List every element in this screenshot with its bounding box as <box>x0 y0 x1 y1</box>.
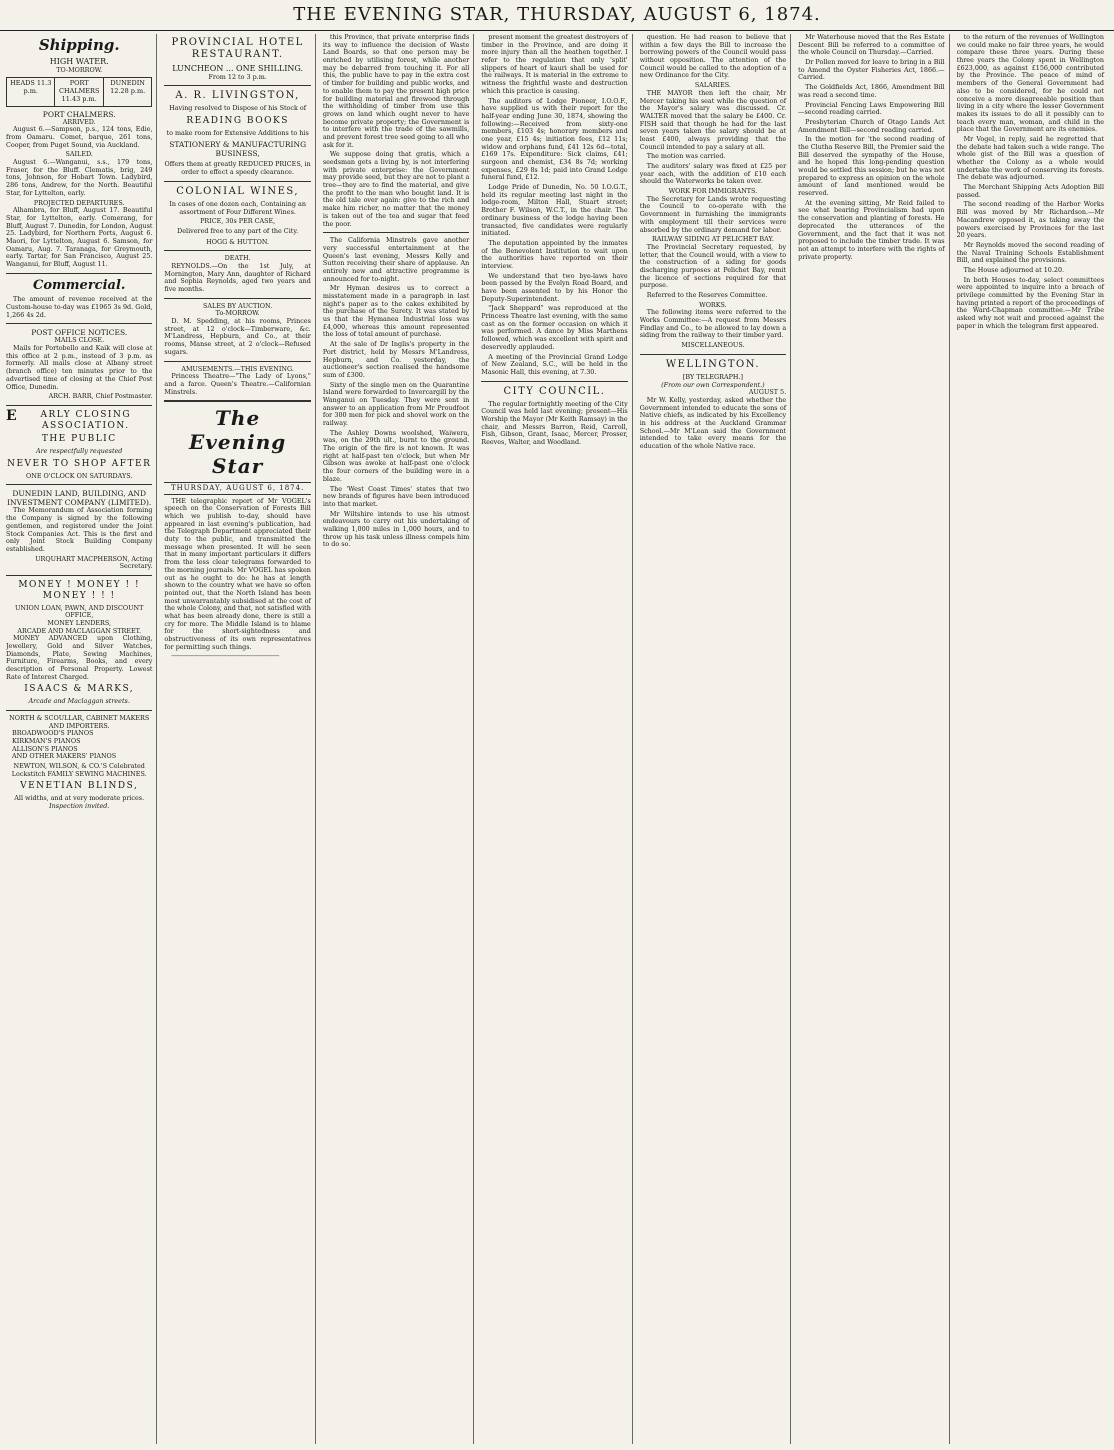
death-heading: DEATH. <box>224 254 251 263</box>
tide-port-chalmers: PORT CHALMERS 11.43 p.m. <box>55 78 103 105</box>
correspondent: (From our own Correspondent.) <box>661 380 765 389</box>
list-item: KIRKMAN'S PIANOS <box>12 736 81 745</box>
dateline: AUGUST 5. <box>748 388 787 397</box>
hogg-hutton: HOGG & HUTTON. <box>206 237 270 246</box>
reduced-prices: Offers them at greatly REDUCED PRICES, in order to effect a speedy clearance. <box>164 160 311 177</box>
sailed-label: SAILED. <box>65 150 93 159</box>
colonial-wines: COLONIAL WINES, <box>176 185 300 197</box>
land-company-text: The Memorandum of Association forming the Company is signed by the following gentlemen, and registered under the Joint Stock Companies Act. This is the first and only Joint Stock Building Company established. <box>6 506 153 553</box>
pianos-list <box>6 730 152 761</box>
masthead: THE EVENING STAR, THURSDAY, AUGUST 6, 1874. <box>0 0 1114 31</box>
news-item-sixty: Sixty of the single men on the Quarantine Island were forwarded to Invercargill by the Wanganui on Tuesday. They were sent in answer to an application from Mr Proudfoot for 300 men for pick and shovel work on the railway. <box>322 380 470 427</box>
leader-text: THE telegraphic report of Mr VOGEL's speech on the Conservation of Forests Bill which we publish to-day, should have appeared in last evening's publication, had the Telegraph Department appreciated their duty to the public, and transmitted the message when presented. It will be seen that in many important particulars it differs from the less clear telegrams forwarded to the morning journals. Mr VOGEL has spoken out as he ought to do: he has at length shown to the country what we have so often pointed out, that the North Island has been most unwarrantably subsidised at the cost of the whole Colony, and that, not satisfied with what has been already done, there is still a cry for more. The Middle Island is to blame for the short-sightedness and obstructiveness of its own representatives for permitting such things. <box>164 496 311 651</box>
sailed-text: August 6.—Wanganui, s.s., 179 tons, Fraser, for the Bluff. Clematis, brig, 249 tons, Johnson, for Hobart Town. Ladybird, 286 tons, Andrew, for the North. Beautiful Star, for Lyttelton, early. <box>6 158 153 197</box>
high-water-heading: HIGH WATER. <box>49 57 109 66</box>
article-text: question. He had reason to believe that within a few days the Bill to increase the borrowing powers of the Council would pass without opposition. The attention of the Council would be called to the adoption of a new Ordinance for the City. <box>639 34 787 80</box>
reading-books: READING BOOKS <box>186 115 289 126</box>
divider <box>481 381 627 382</box>
commercial-text: The amount of revenue received at the Custom-house to-day was £1965 3s 9d. Gold, 1,266 4s 2d. <box>6 295 153 319</box>
divider <box>640 354 786 355</box>
wellington-heading: WELLINGTON. <box>665 358 761 370</box>
immigrants-heading: WORK FOR IMMIGRANTS. <box>668 187 758 196</box>
news-item-goldfields: The Goldfields Act, 1866, Amendment Bill was read a second time. <box>798 83 945 99</box>
news-item-pollen: Dr Pollen moved for leave to bring in a Bill to Amend the Oyster Fisheries Act, 1866.—Carried. <box>798 58 945 82</box>
amusements-text: Princess Theatre—"The Lady of Lyons," and a farce. Queen's Theatre.—Californian Minstrels. <box>164 372 311 396</box>
salaries-heading: SALARIES. <box>694 81 731 90</box>
news-item-jack-sheppard: "Jack Sheppard" was reproduced at the Princess Theatre last evening, with the same cast as on the former occasion on which it was performed. A dance by Miss Marthens followed, which was excellent with spirit and deservedly applauded. <box>481 304 628 351</box>
divider <box>6 484 152 485</box>
tomorrow-label: TO-MORROW. <box>56 65 103 74</box>
stationery: STATIONERY & MANUFACTURING BUSINESS, <box>169 140 307 159</box>
column-5 <box>640 34 791 1444</box>
divider <box>6 273 152 274</box>
motion-text: The motion was carried. <box>646 152 726 161</box>
news-item-vogel: Mr Vogel, in reply, said he regretted that the debate had taken such a wide range. The whole gist of the Bill was a question of whether the Colony as a whole would undertake the work of conserving its forests. The debate was adjourned. <box>956 134 1104 182</box>
divider <box>164 298 310 299</box>
livingston-heading: A. R. LIVINGSTON, <box>175 90 300 102</box>
column-4 <box>481 34 632 1444</box>
wines-delivered: Delivered free to any part of the City. <box>177 226 299 235</box>
divider <box>164 250 310 251</box>
the-public: THE PUBLIC <box>41 434 117 445</box>
news-item-inglis: At the sale of Dr Inglis's property in the Port district, held by Messrs M'Landress, Hepburn, and Co. yesterday, the auctioneer's section realised the handsome sum of £300. <box>322 340 470 379</box>
article-text: this Province, that private enterprise finds its way to influence the decision of Waste Land Boards, so that one person may be enriched by utilising forest, while another may be debarred from touching it. For all this, the public have to pay in the extra cost of timber for building and public works, and to enable them to pay the present high price for building material and firewood through the withholding of timber from use this grows on land which ought never to have become private property; the Government is to interfere with the trade of the sawmills, and prevent forest tree seed going to all who ask for it. <box>322 34 470 149</box>
by-telegraph: [BY TELEGRAPH.] <box>682 372 743 381</box>
wines-text: In cases of one dozen each, Containing an assortment of Four Different Wines. <box>169 199 306 216</box>
luncheon-time: From 12 to 3 p.m. <box>208 72 267 81</box>
council-text: The regular fortnightly meeting of the City Council was held last evening; present—His Worship the Mayor (Mr Keith Ramsay) in the chair, and Messrs Barron, Reid, Carroll, Fish, Gibson, Grant, Isaac, Mercer, Prosser, Reeves, Walter, and Woodland. <box>481 399 628 446</box>
wines-price: PRICE, 30s PER CASE, <box>200 217 276 226</box>
works-heading: WORKS. <box>699 300 727 309</box>
money-text: MONEY ADVANCED upon Clothing, Jewellery, Gold and Silver Watches, Diamonds, Plate, Sewing Machines, Furniture, Firearms, Books, and every description of Personal Property. Lowest Rate of Interest Charged. <box>6 634 153 681</box>
column-2 <box>164 34 315 1444</box>
isaacs-address: Arcade and Maclaggan streets. <box>28 697 130 706</box>
shipping-heading: Shipping. <box>38 36 120 54</box>
article-text: Mr Waterhouse moved that the Res Estate Descent Bill be referred to a committee of the whole Council on Thursday.—Carried. <box>798 34 945 57</box>
sales-heading: SALES BY AUCTION. <box>202 301 273 310</box>
news-item-lodge: Lodge Pride of Dunedin, No. 50 I.O.G.T., held its regular meeting last night in the lodge-room, Milton Hall, Stuart street; Brother F. Wilson, W.C.T., in the chair. The ordinary business of the lodge having been transacted, five candidates were regularly initiated. <box>481 183 628 238</box>
news-item-forests: Provincial Fencing Laws Empowering Bill—second reading carried. <box>798 100 945 117</box>
inspection-invited: Inspection invited. <box>49 801 110 810</box>
mails-text: Mails for Portobello and Kaik will close at this office at 2 p.m., instead of 3 p.m. as formerly. All mails close at Albany street (branch office) ten minutes prior to the advertised time of closing at the Chief Post Office, Dunedin. <box>6 344 153 391</box>
one-oclock: ONE O'CLOCK ON SATURDAYS. <box>25 471 133 480</box>
list-item: AND OTHER MAKERS' PIANOS <box>12 752 117 761</box>
death-text: REYNOLDS.—On the 1st July, at Mornington, Mary Ann, daughter of Richard and Sophia Reynolds, aged two years and five months. <box>164 261 311 294</box>
wellington-text: Mr W. Kelly, yesterday, asked whether the Government intended to educate the sons of Native chiefs, as indicated by his Excellency in his address at the Auckland Grammar School.—Mr M'Lean said the Government intended to take every means for the education of the whole Native race. <box>639 395 787 450</box>
news-item-deputation: The deputation appointed by the inmates of the Benevolent Institution to wait upon the authorities have reported on their interview. <box>481 238 628 270</box>
news-item-merchant: The Merchant Shipping Acts Adoption Bill passed. <box>956 183 1104 199</box>
arcade-address: ARCADE AND MACLAGGAN STREET. <box>17 626 142 635</box>
tide-dunedin: DUNEDIN 12.28 p.m. <box>110 79 146 96</box>
luncheon: LUNCHEON ... ONE SHILLING. <box>172 64 304 73</box>
hotel-heading: PROVINCIAL HOTEL RESTAURANT. <box>171 37 304 60</box>
sales-text: D. M. Spedding, at his rooms, Princes street, at 12 o'clock—Timberware, &c. M'Landress, Hepburn, and Co., at their rooms, Manse street, at 2 o'clock—Refused sugars. <box>164 317 311 356</box>
divider <box>6 575 152 576</box>
news-item-harbor: The second reading of the Harbor Works Bill was moved by Mr Richardson.—Mr Macandrew opposed it, as taking away the powers exercised by Provinces for the last 20 years. <box>956 200 1104 240</box>
news-item-presbyterian: Presbyterian Church of Otago Lands Act Amendment Bill—second reading carried. <box>798 117 945 134</box>
divider <box>323 232 469 233</box>
amusements-heading: AMUSEMENTS.—THIS EVENING. <box>181 364 294 373</box>
news-item-adjourned: The House adjourned at 10.20. <box>963 265 1065 274</box>
livingston-text-2: to make room for Extensive Additions to his <box>166 128 309 137</box>
news-item-reynolds: Mr Reynolds moved the second reading of the Naval Training Schools Establishment Bill, and explained the provisions. <box>956 240 1104 265</box>
news-item-wiltshire: Mr Wiltshire intends to use his utmost endeavours to carry out his undertaking of walking 1,000 miles in 1,000 hours, and to throw up his task unless illness compels him to do so. <box>322 509 470 549</box>
railway-heading: RAILWAY SIDING AT PELICHET BAY. <box>651 235 774 244</box>
venetian-blinds: VENETIAN BLINDS, <box>20 781 139 792</box>
commercial-heading: Commercial. <box>33 277 126 293</box>
money-lenders: MONEY LENDERS, <box>47 618 111 627</box>
article-text: to the return of the revenues of Wellington we could make no fair three years, he would compare these three years. During these three years the Colony spent in Wellington £623,000, as against £156,000 contributed by the Province. The peace of mind of members of the General Government had also to be considered, for he could not conceive a more disagreeable position than living in a city where the lesser Government makes its issues to do all it possibly can to teach every man, woman, and child in the place that the Government are its enemies. <box>956 34 1104 134</box>
news-item-speech: At the evening sitting, Mr Reid failed to see what bearing Provincialism had upon the conservation and planting of forests. He deprecated the utterances of the Government, and the fact that it was not proposed to include the timber trade. It was not an attempt to interfere with the rights of private property. <box>798 198 945 261</box>
isaacs-marks: ISAACS & MARKS, <box>24 684 135 695</box>
news-item-grand-lodge: A meeting of the Provincial Grand Lodge of New Zealand, S.C., will be held in the Masonic Hall, this evening, at 7.30. <box>481 352 628 376</box>
union-loan: UNION LOAN, PAWN, AND DISCOUNT OFFICE, <box>15 603 144 620</box>
arrived-text: August 6.—Sampson, p.s., 124 tons, Edie, from Oamaru. Comet, barque, 261 tons, Cooper, from Puget Sound, via Auckland. <box>6 125 153 149</box>
column-7 <box>957 34 1108 1444</box>
news-item-bye-laws: We understand that two bye-laws have been passed by the Evelyn Road Board, and have been assented to by his Honor the Deputy-Superintendent. <box>481 271 628 303</box>
auditors-text: The auditors' salary was fixed at £25 per year each, with the addition of £10 each should the Waterworks be taken over. <box>639 162 787 186</box>
port-heading: PORT CHALMERS. <box>42 109 116 119</box>
divider <box>6 405 152 406</box>
news-item-both-houses: In both Houses to-day, select committees were appointed to inquire into a breach of privilege committed by the Evening Star in having printed a report of the proceedings of the Ward-Chapman committee.—Mr Tribe asked why not wait and proceed against the paper in which the telegram first appeared. <box>956 275 1104 330</box>
news-item-auditors: The auditors of Lodge Pioneer, I.O.O.F., have supplied us with their report for the half-year ending June 30, 1874, showing the following:—Received from sixty-one members, £103 4s; honorary members and one year, £15 4s; initiation fees, £12 11s; widow and orphans fund, £41 12s 6d—total, £169 17s. Expenditure: Sick claims, £41; surgeon and chemist, £34 8s 7d; working expenses, £29 8s 1d; paid into Grand Lodge funeral fund, £12. <box>481 96 628 182</box>
livingston-text: Having resolved to Dispose of his Stock of <box>169 104 307 113</box>
list-item: BROADWOOD'S PIANOS <box>12 729 94 738</box>
divider <box>164 181 310 182</box>
list-item: ALLISON'S PIANOS <box>12 744 78 753</box>
salaries-text: THE MAYOR then left the chair, Mr Mercer taking his seat while the question of the Mayor's salary was discussed. Cr. WALTER moved that the salary be £400. Cr. FISH said that though he had for the last seven years taken the salary should be at least £400, always providing that the Council intended to pay a salary at all. <box>639 88 787 151</box>
paper-date: THURSDAY, AUGUST 6, 1874. <box>164 482 310 494</box>
news-item-hyman: Mr Hyman desires us to correct a misstatement made in a paragraph in last night's paper as to the cakes exhibited by the purchase of the Surety. It was stated by us that the Hymanea Industrial loss was £4,000, whereas this amount represented the loss of total amount of purchase. <box>322 284 470 339</box>
sewing-machines: NEWTON, WILSON, & CO.'S Celebrated Lockstitch FAMILY SEWING MACHINES. <box>11 762 147 778</box>
secretary-signature: URQUHART MACPHERSON, Acting Secretary. <box>35 554 153 571</box>
divider <box>164 361 310 362</box>
projected-label: PROJECTED DEPARTURES. <box>33 198 125 207</box>
money-heading: MONEY ! MONEY ! ! MONEY ! ! ! <box>18 579 141 601</box>
railway-text: The Provincial Secretary requested, by letter, that the Council would, with a view to the construction of a siding for goods discharging purposes at Pelichet Bay, remit the licence of sections required for that purpose. <box>639 242 787 290</box>
postmaster-signature: ARCH. BARR, Chief Postmaster. <box>48 392 153 401</box>
city-council-heading: CITY COUNCIL. <box>503 385 606 397</box>
column-6 <box>798 34 949 1444</box>
post-office-heading: POST OFFICE NOTICES. <box>31 328 128 338</box>
paper-title: The Evening Star <box>189 406 287 479</box>
referred-text: Referred to the Reserves Committee. <box>646 291 768 299</box>
mails-label: MAILS CLOSE. <box>54 336 105 345</box>
divider <box>6 323 152 324</box>
newspaper-columns <box>6 34 1108 1444</box>
news-item-minstrels: The California Minstrels gave another very successful entertainment at the Queen's last evening, Messrs Kelly and Sutton receiving their share of applause. An entirely new and attractive programme is announced for to-night. <box>322 236 470 283</box>
divider <box>164 85 310 86</box>
divider <box>164 400 310 402</box>
works-text: The following items were referred to the Works Committee:—A request from Messrs Findlay and Co., to be allowed to lay down a siding from the railway to their timber yard. <box>639 308 787 340</box>
never-shop: NEVER TO SHOP AFTER <box>7 458 152 469</box>
divider <box>6 710 152 711</box>
sales-sub: To-MORROW. <box>215 309 260 318</box>
article-text: present moment the greatest destroyers of timber in the Province, and are doing it more injury than all the heathen together. I refer to the regulation that only 'split' slippers of heart of kauri shall be used for the railways. It is material in the extreme to witness the frightful waste and destruction which this practice is causing. <box>481 34 628 95</box>
column-3 <box>323 34 474 1444</box>
news-item-west-coast: The 'West Coast Times' states that two new brands of figures have been introduced into that market. <box>322 484 470 508</box>
projected-text: Alhambra, for Bluff, August 17. Beautiful Star, for Lyttelton, early. Comerang, for Bluff, August 7. Dunedin, for London, August 25. Ladybird, for Northern Ports, August 6. Maori, for Lyttelton, August 6. Samson, for Oamaru, Aug. 7. Taranaga, for Greymouth, early. Tartar, for San Francisco, August 25. Wanganui, for Bluff, August 11. <box>6 206 153 269</box>
column-1 <box>6 34 157 1444</box>
venetian-text: All widths, and at very moderate prices. <box>14 794 145 803</box>
early-closing-heading: EARLY CLOSING ASSOCIATION. <box>6 407 132 431</box>
tide-table <box>6 77 152 106</box>
arrived-label: ARRIVED. <box>62 117 96 126</box>
misc-heading: MISCELLANEOUS. <box>681 341 745 350</box>
land-company-heading: DUNEDIN LAND, BUILDING, AND INVESTMENT COMPANY (LIMITED). <box>7 489 152 508</box>
immigrants-text: The Secretary for Lands wrote requesting the Council to co-operate with the Government in furnishing the immigrants with employment till their services were absorbed by the ordinary demand for labor. <box>639 194 787 234</box>
news-item-ashley: The Ashley Downs woolshed, Waiwera, was, on the 29th ult., burnt to the ground. The origin of the fire is not known. It was right at half-past ten o'clock, but when Mr Gibson was awoke at half-past one o'clock the four corners of the building were in a blaze. <box>322 428 470 483</box>
article-text: We suppose doing that gratis, which a seedsman gets a living by, is not interfering with private enterprise: the Government may provide seed, but they are not to plant a tree—they are to find the material, and give the profit to the man who bought land. It is the old tale over again: give to the rich and make him richer, no matter that the money is taken out of the tea and sugar that feed the poor. <box>322 150 470 228</box>
leader-continued: ──────────────────────────── <box>171 652 280 661</box>
respectfully-requested: Are respectfully requested <box>36 447 123 456</box>
pianos-heading: NORTH & SCOULLAR, CABINET MAKERS AND IMPORTERS. <box>9 713 150 730</box>
news-item-evening: In the motion for 'the second reading of the Clutha Reserve Bill, the Premier said the Bill deserved the sympathy of the House, and he hoped this long-pending question would be settled this session; but he was not prepared to express an opinion on the whole amount of land mentioned would be reserved. <box>798 135 945 198</box>
tide-heads: HEADS 11.3 p.m. <box>7 78 55 105</box>
